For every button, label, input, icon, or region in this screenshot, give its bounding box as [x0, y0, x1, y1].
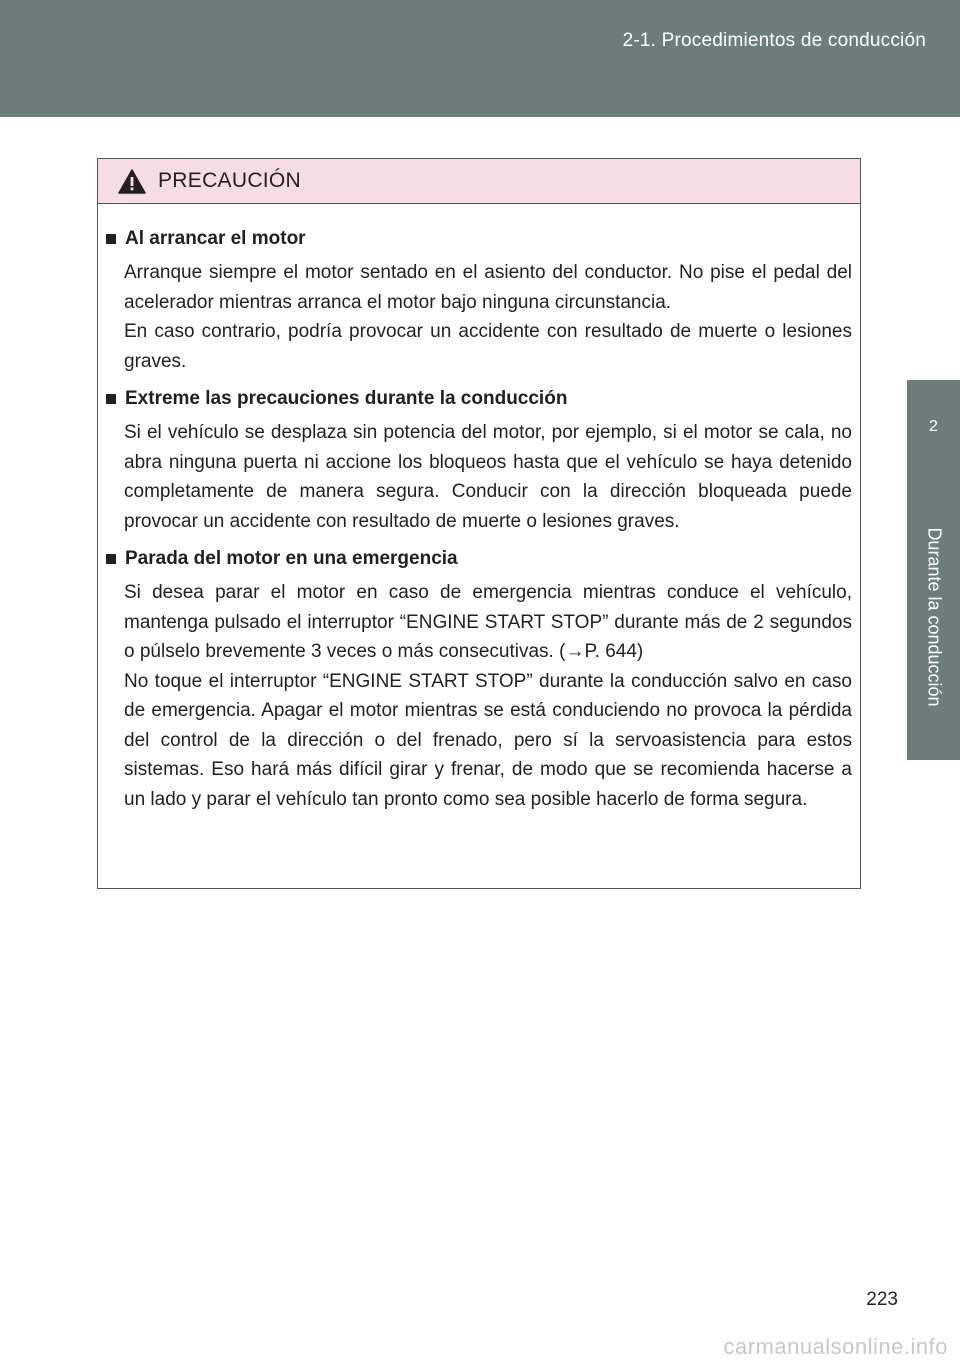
- section-text: [106, 418, 852, 536]
- caution-header: [98, 159, 860, 204]
- section-text: [106, 578, 852, 814]
- paragraph: Si el vehículo se desplaza sin potencia del motor, por ejemplo, si el motor se cala, no abra ninguna puerta ni accione los bloqueos hasta que el vehículo se haya detenido completamente de manera segura. Conducir con la dirección bloqueada puede provocar un accidente con resultado de muerte o lesiones graves.: [124, 422, 852, 532]
- caution-body: [98, 204, 860, 814]
- watermark: carmanualsonline.info: [723, 1334, 948, 1359]
- chapter-tab-number: 2: [907, 380, 960, 474]
- caution-box: [97, 158, 861, 889]
- section-title: 2-1. Procedimientos de conducción: [622, 30, 926, 51]
- header-bar: [0, 0, 960, 117]
- paragraph: No toque el interruptor “ENGINE START STOP” durante la conducción salvo en caso de emergencia. Apagar el motor mientras se está conduciendo no provoca la pérdida del control de la dirección o del frenado, pero sí la servoasistencia para estos sistemas. Eso hará más difícil girar y frenar, de modo que se recomienda hacerse a un lado y parar el vehículo tan pronto como sea posible hacerlo de forma segura.: [124, 670, 852, 810]
- paragraph: En caso contrario, podría provocar un accidente con resultado de muerte o lesiones graves.: [124, 321, 852, 372]
- chapter-tab-label-text: Durante la conducción: [924, 527, 944, 707]
- caution-title: PRECAUCIÓN: [158, 169, 302, 192]
- warning-triangle-icon: [118, 169, 146, 194]
- square-bullet-icon: [106, 234, 116, 244]
- square-bullet-icon: [106, 554, 116, 564]
- section-text: [106, 258, 852, 376]
- chapter-tab-label: [907, 474, 960, 760]
- section-heading: Extreme las precauciones durante la conducción: [106, 384, 852, 414]
- paragraph: Si desea parar el motor en caso de emergencia mientras conduce el vehículo, mantenga pulsado el interruptor “ENGINE START STOP” durante más de 2 segundos o púlselo brevemente 3 veces o más consecutivas. (→P. 644): [124, 582, 852, 662]
- page-number: 223: [866, 1289, 898, 1310]
- square-bullet-icon: [106, 394, 116, 404]
- section-heading: Parada del motor en una emergencia: [106, 544, 852, 574]
- section-heading: Al arrancar el motor: [106, 224, 852, 254]
- paragraph: Arranque siempre el motor sentado en el asiento del conductor. No pise el pedal del acelerador mientras arranca el motor bajo ninguna circunstancia.: [124, 262, 852, 313]
